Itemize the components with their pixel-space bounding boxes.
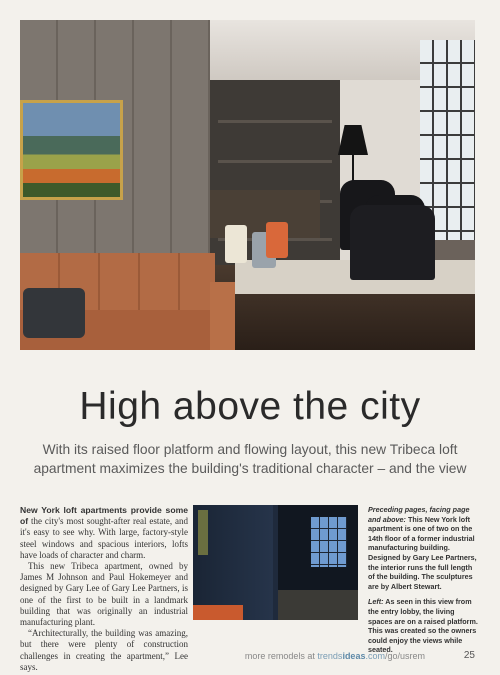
stool-sculpture (266, 222, 288, 258)
landscape-painting (20, 100, 123, 200)
caption: Left: As seen in this view from the entry lobby, the living spaces are on a raised platform. This was created so the owners could enjoy the views while seated. (368, 597, 478, 655)
entry-lobby-photo (193, 505, 358, 620)
body-paragraph: New York loft apartments provide some of the city's most sought-after real estate, and it's easy to see why. With large, factory-style steel windows and spacious interiors, lofts have loads of character and charm. (20, 505, 188, 560)
cushion (23, 288, 85, 338)
sofa-arm (210, 282, 235, 350)
article-headline: High above the city (79, 385, 421, 428)
brand-link[interactable]: trendsideas.com (317, 651, 385, 661)
page-number: 25 (463, 650, 475, 661)
lead-in: New York loft apartments provide some of (20, 505, 188, 527)
body-paragraph: “Architecturally, the building was amazing, but there were plenty of construction challenges in creating the apartment,” Lee says. (20, 628, 188, 672)
article-subhead: With its raised floor platform and flowing layout, this new Tribeca loft apartment maximizes the building's traditional character – and the view (33, 442, 467, 476)
body-paragraph: This new Tribeca apartment, owned by James M Johnson and Paul Hokemeyer and designed by Gary Lee of Gary Lee Partners, is one of the first to be built in a landmark building that was originally an industrial manufacturing plant. (20, 561, 188, 628)
article-body (20, 505, 188, 673)
armchair (350, 205, 435, 280)
hero-photo (20, 20, 475, 350)
stool-sculpture (225, 225, 247, 263)
caption: Preceding pages, facing page and above: This New York loft apartment is one of two on the 14th floor of a former industrial manufacturing building. Designed by Gary Lee Partners, the interior runs the full length of the building. The sculptures are by Albert Stewart. (368, 505, 477, 591)
footer-link[interactable]: more remodels at trendsideas.com/go/usrem (244, 651, 425, 661)
photo-captions (368, 505, 480, 661)
